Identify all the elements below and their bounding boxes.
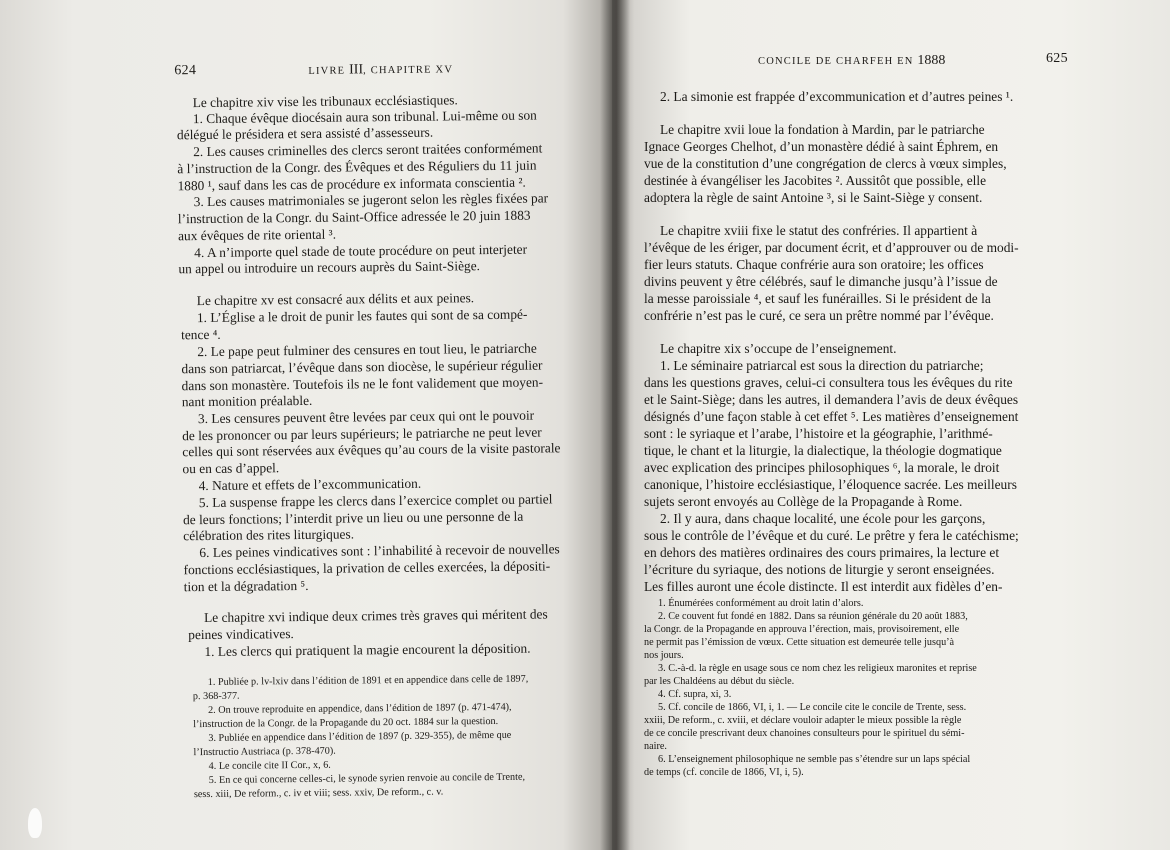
body-text-line: sous le contrôle de l’évêque et du curé. Le prêtre y fera le catéchisme;: [644, 528, 1019, 543]
body-text-line: adoptera la règle de saint Antoine ³, si le Saint-Siège y consent.: [644, 190, 983, 205]
body-text-line: tion et la dégradation ⁵.: [183, 577, 309, 595]
body-text-line: 2. Les causes criminelles des clercs seront traitées conformément: [193, 140, 543, 160]
footnote-line: 3. C.-à-d. la règle en usage sous ce nom chez les religieux maronites et reprise: [658, 663, 977, 674]
footnote-line: 4. Cf. supra, xi, 3.: [658, 689, 732, 700]
body-text-line: avec explication des principes philosophiques ⁶, la morale, le droit: [644, 460, 1000, 475]
footnote-line: l’instruction de la Congr. de la Propagande du 20 oct. 1884 sur la question.: [193, 715, 499, 731]
body-text-line: 1. L’Église a le droit de punir les fautes qui sont de sa compé-: [196, 306, 528, 326]
body-text-line: confrérie n’est pas le curé, ce sera un prêtre nommé par l’évêque.: [644, 308, 994, 323]
body-text-line: fier leurs statuts. Chaque confrérie aura son oratoire; les offices: [644, 257, 984, 272]
footnote-line: sess. xiii, De reform., c. iv et viii; sess. xxiv, De reform., c. v.: [193, 786, 444, 801]
running-head-suffix: , CHAPITRE XV: [363, 64, 454, 77]
footnote-line: 5. Cf. concile de 1866, VI, i, 1. — Le concile cite le concile de Trente, sess.: [658, 702, 967, 713]
footnote-line: xxiii, De reform., c. xviii, et déclare vouloir adapter le mieux possible la règle: [644, 715, 962, 726]
right-page: [612, 0, 1170, 850]
footnote-line: naire.: [644, 741, 667, 752]
footnote-line: 4. Le concile cite II Cor., x, 6.: [208, 759, 331, 772]
body-text-line: vue de la constitution d’une congrégation de clercs à vœux simples,: [644, 156, 1007, 171]
body-text-line: Les filles auront une école distincte. Il est interdit aux fidèles d’en-: [644, 579, 1003, 594]
page-stain: [28, 808, 42, 838]
footnote-line: ne permit pas l’émission de vœux. Cette situation est demeurée telle jusqu’à: [644, 637, 955, 648]
body-text-line: l’instruction de la Congr. du Saint-Office adressée le 20 juin 1883: [177, 207, 531, 227]
running-head-prefix: CONCILE DE CHARFEH EN: [758, 56, 914, 67]
footnote-line: 5. En ce qui concerne celles-ci, le synode syrien renvoie au concile de Trente,: [208, 771, 526, 786]
body-text-line: Le chapitre xix s’occupe de l’enseignement.: [660, 341, 897, 356]
footnote-line: 2. Ce couvent fut fondé en 1882. Dans sa réunion générale du 20 août 1883,: [658, 611, 968, 622]
body-text-line: tique, le chant et la liturgie, la dialectique, la théologie dogmatique: [644, 443, 1002, 458]
body-text-line: canonique, l’histoire ecclésiastique, l’éloquence sacrée. Les meilleurs: [644, 477, 1017, 492]
body-text-line: Le chapitre xviii fixe le statut des confréries. Il appartient à: [660, 223, 978, 238]
body-text-line: destinée à évangéliser les Jacobites ². Aussitôt que possible, elle: [644, 173, 987, 188]
left-running-head: [308, 61, 453, 79]
body-text-line: de leurs fonctions; l’interdit prive un lieu ou une personne de la: [182, 508, 524, 528]
body-text-line: 1. Chaque évêque diocésain aura son tribunal. Lui-même ou son: [192, 107, 537, 127]
body-text-line: 5. La suspense frappe les clercs dans l’exercice complet ou partiel: [198, 491, 553, 511]
footnote-line: nos jours.: [644, 650, 684, 661]
body-text-line: la messe paroissiale ⁴, et sauf les funérailles. Si le président de la: [644, 291, 991, 306]
footnote-line: de temps (cf. concile de 1866, VI, i, 5).: [644, 767, 804, 778]
body-text-line: dans son patriarcat, l’évêque dans son diocèse, le supérieur régulier: [181, 357, 543, 377]
footnote-line: p. 368-377.: [192, 690, 240, 703]
right-running-head: [758, 53, 945, 69]
body-text-line: divins peuvent y être célébrés, sauf le dimanche jusqu’à l’issue de: [644, 274, 998, 289]
footnote-line: 3. Publiée en appendice dans l’édition de 1897 (p. 329-355), de même que: [208, 729, 512, 744]
body-text-line: en dehors des matières ordinaires des cours primaires, la lecture et: [644, 545, 1000, 560]
body-text-line: sont : le syriaque et l’arabe, l’histoire et la géographie, l’arithmé-: [644, 426, 993, 441]
footnote-line: l’Instructio Austriaca (p. 378-470).: [193, 745, 336, 759]
right-page-body: [612, 0, 1170, 850]
body-text-line: fonctions ecclésiastiques, la privation de celles exercées, la dépositi-: [183, 558, 551, 578]
body-text-line: célébration des rites liturgiques.: [183, 526, 355, 544]
body-text-line: un appel ou introduire un recours auprès du Saint-Siège.: [178, 258, 481, 277]
body-text-line: 1. Le séminaire patriarcal est sous la direction du patriarche;: [660, 358, 984, 373]
body-text-line: dans son monastère. Toutefois ils ne le font validement que moyen-: [181, 374, 544, 394]
body-text-line: Le chapitre xiv vise les tribunaux ecclésiastiques.: [192, 92, 458, 111]
body-text-line: de les prononcer ou par leurs supérieurs; le patriarche ne peut lever: [182, 424, 542, 444]
body-text-line: 2. Le pape peut fulminer des censures en tout lieu, le patriarche: [197, 340, 537, 360]
footnote-line: 2. On trouve reproduite en appendice, dans l’édition de 1897 (p. 471-474),: [207, 701, 512, 716]
body-text-line: à l’instruction de la Congr. des Évêques et des Réguliers du 11 juin: [177, 157, 537, 177]
book-gutter-shadow: [600, 0, 630, 850]
footnote-line: la Congr. de la Propagande en approuva l’érection, mais, provisoirement, elle: [644, 624, 960, 635]
body-text-line: peines vindicatives.: [188, 626, 294, 643]
body-text-line: celles qui sont réservées aux évêques qu’au cours de la visite pastorale: [182, 440, 561, 460]
body-text-line: 4. Nature et effets de l’excommunication.: [198, 475, 422, 494]
body-text-line: l’évêque de les ériger, par document écrit, et d’approuver ou de modi-: [644, 240, 1019, 255]
body-text-line: 2. Il y aura, dans chaque localité, une école pour les garçons,: [660, 511, 986, 526]
footnote-line: 6. L’enseignement philosophique ne semble pas s’étendre sur un laps spécial: [658, 754, 971, 765]
body-text-line: l’écriture du syriaque, des notions de liturgie y seront enseignées.: [644, 562, 995, 577]
body-text-line: aux évêques de rite oriental ³.: [177, 226, 337, 244]
body-text-line: et le Saint-Siège; dans les autres, il demandera l’avis de deux évêques: [644, 392, 1019, 407]
body-text-line: désignés d’une façon stable à cet effet ⁵. Les matières d’enseignement: [644, 409, 1019, 424]
body-text-line: Le chapitre xvii loue la fondation à Mardin, par le patriarche: [660, 122, 985, 137]
body-text-line: 1. Les clercs qui pratiquent la magie encourent la déposition.: [204, 640, 531, 660]
body-text-line: 3. Les causes matrimoniales se jugeront selon les règles fixées par: [193, 190, 549, 210]
running-head-prefix: LIVRE: [308, 65, 346, 77]
footnote-line: de ce concile prescrivant deux chanoines consulteurs pour le spirituel du sémi-: [644, 728, 965, 739]
body-text-line: 1880 ¹, sauf dans les cas de procédure ex informata conscientia ².: [177, 174, 526, 194]
body-text-line: ou en cas d’appel.: [182, 460, 280, 477]
footnote-line: par les Chaldéens au début du siècle.: [644, 676, 795, 687]
body-text-line: 4. A n’importe quel stade de toute procédure on peut interjeter: [194, 241, 528, 261]
body-text-line: 2. La simonie est frappée d’excommunication et d’autres peines ¹.: [660, 89, 1014, 104]
body-text-line: 3. Les censures peuvent être levées par ceux qui ont le pouvoir: [197, 407, 535, 427]
footnote-line: 1. Publiée p. lv-lxiv dans l’édition de 1891 et en appendice dans celle de 1897,: [207, 673, 529, 688]
body-text-line: tence ⁴.: [181, 326, 221, 343]
right-folio: 625: [1046, 51, 1068, 66]
body-text-line: Ignace Georges Chelhot, d’un monastère dédié à saint Éphrem, en: [644, 139, 999, 154]
body-text-line: dans les questions graves, celui-ci consultera tous les évêques du rite: [644, 375, 1013, 390]
footnote-line: 1. Énumérées conformément au droit latin d’alors.: [658, 598, 864, 609]
body-text-line: Le chapitre xvi indique deux crimes très graves qui méritent des: [203, 606, 548, 626]
body-text-line: délégué le présidera et sera assisté d’assesseurs.: [176, 124, 434, 143]
body-text-line: sujets seront envoyés au Collège de la Propagande à Rome.: [644, 494, 963, 509]
running-head-book: III: [349, 62, 364, 78]
running-head-year: 1888: [917, 53, 946, 68]
body-text-line: Le chapitre xv est consacré aux délits et aux peines.: [196, 290, 475, 309]
left-folio: 624: [174, 63, 197, 79]
body-text-line: nant monition préalable.: [181, 392, 313, 410]
body-text-line: 6. Les peines vindicatives sont : l’inhabilité à recevoir de nouvelles: [199, 541, 560, 561]
